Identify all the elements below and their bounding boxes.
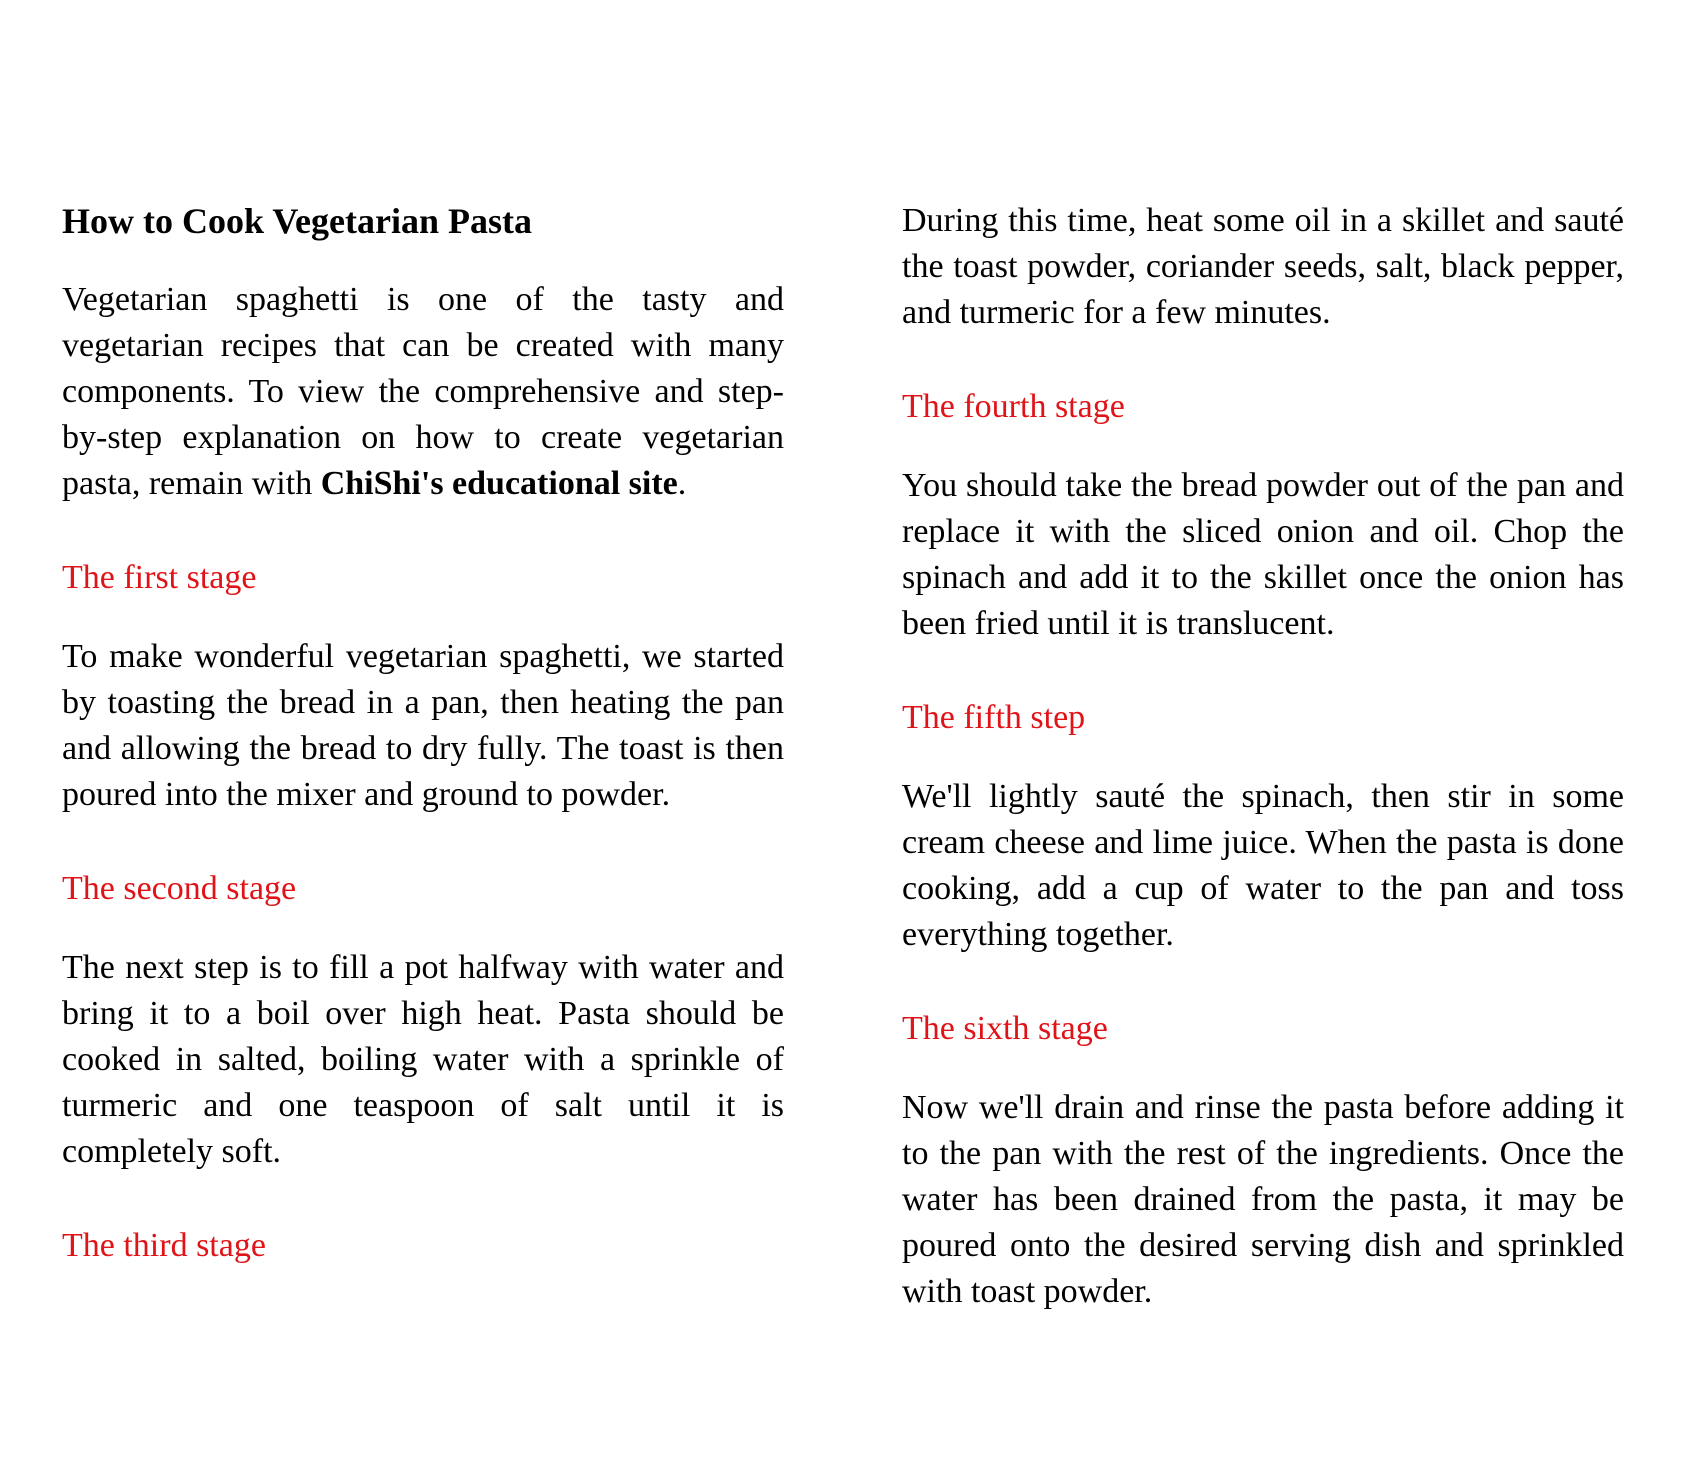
stage-paragraph-fourth: You should take the bread powder out of the pan and replace it with the sliced onion and oil. Chop the spinach and add it to the skillet once the onion has been fried until it is translucent. bbox=[902, 467, 1624, 642]
stage-heading-fourth: The fourth stage bbox=[902, 388, 1125, 425]
stage-paragraph-fifth: We'll lightly sauté the spinach, then stir in some cream cheese and lime juice. When the pasta is done cooking, add a cup of water to the pan and toss everything together. bbox=[902, 778, 1624, 953]
stage-paragraph-first: To make wonderful vegetarian spaghetti, we started by toasting the bread in a pan, then heating the pan and allowing the bread to dry fully. The toast is then poured into the mixer and ground to powder. bbox=[62, 638, 784, 813]
stage-paragraph-sixth: Now we'll drain and rinse the pasta before adding it to the pan with the rest of the ingredients. Once the water has been drained from the pasta, it may be poured onto the desired serving dish and sprinkled with toast powder. bbox=[902, 1089, 1624, 1310]
page-title: How to Cook Vegetarian Pasta bbox=[62, 201, 532, 241]
stage-paragraph-second: The next step is to fill a pot halfway with water and bring it to a boil over high heat. Pasta should be cooked in salted, boiling water with a sprinkle of turmeric and one teaspoon of salt until it is completely soft. bbox=[62, 949, 784, 1170]
stage-heading-second: The second stage bbox=[62, 870, 297, 907]
stage-paragraph-third: During this time, heat some oil in a skillet and sauté the toast powder, coriander seeds, salt, black pepper, and turmeric for a few minutes. bbox=[902, 202, 1624, 331]
stage-heading-third: The third stage bbox=[62, 1227, 266, 1264]
intro-text-pre: Vegetarian spaghetti is one of the tasty and vegetarian recipes that can be created with many components. To view the comprehensive and step-by-step explanation on how to create vegetarian pasta, remain with bbox=[62, 281, 784, 502]
stage-heading-sixth: The sixth stage bbox=[902, 1010, 1108, 1047]
intro-paragraph bbox=[62, 277, 784, 507]
intro-text-post: . bbox=[677, 465, 687, 502]
stage-heading-first: The first stage bbox=[62, 559, 257, 596]
right-column bbox=[902, 198, 1624, 1421]
stage-heading-fifth: The fifth step bbox=[902, 699, 1086, 736]
left-column bbox=[62, 198, 784, 1421]
intro-site-name-bold: ChiShi's educational site bbox=[320, 465, 678, 502]
